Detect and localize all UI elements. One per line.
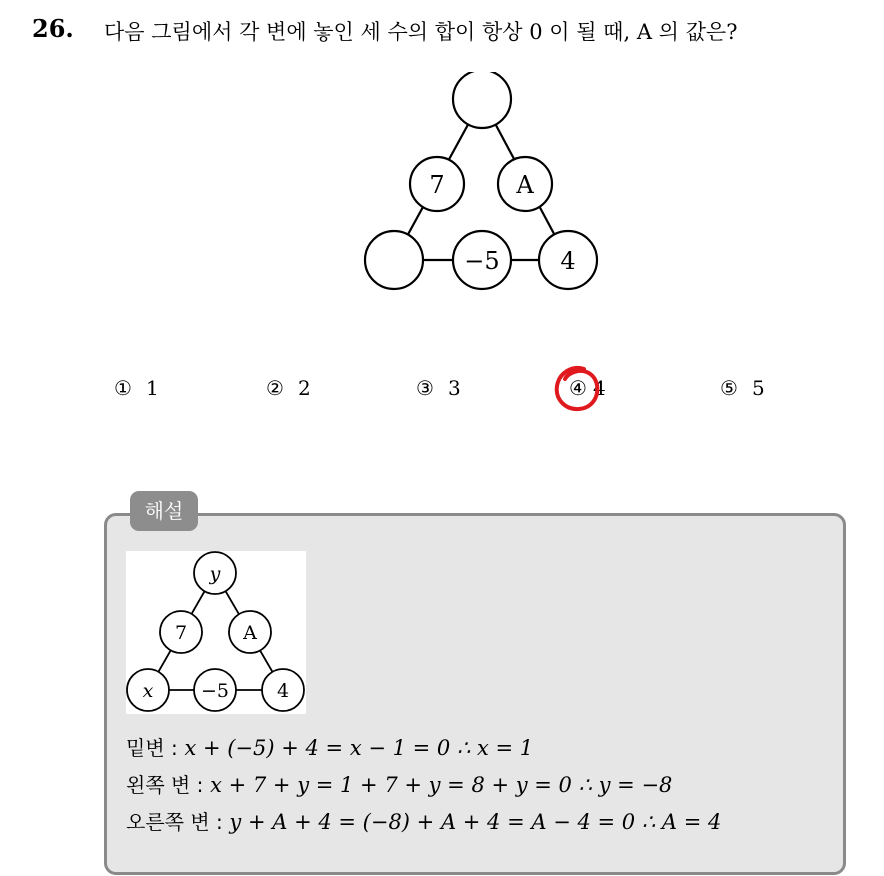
- answer-choices: [0, 376, 884, 410]
- svg-text:A: A: [243, 622, 257, 644]
- choice-3[interactable]: [412, 376, 461, 400]
- solution-line-right: [126, 806, 721, 835]
- sol-node-bottom-left: [127, 669, 169, 711]
- choice-4-mark: ④: [569, 376, 587, 400]
- sol-node-bottom-mid: [194, 669, 236, 711]
- question-number: 26.: [32, 14, 74, 43]
- choice-2[interactable]: [262, 376, 311, 400]
- solution-line-label: 왼쪽 변 :: [126, 773, 204, 797]
- choice-1[interactable]: [110, 376, 159, 400]
- question-text: 다음 그림에서 각 변에 놓인 세 수의 합이 항상 0 이 될 때, A 의 값은?: [104, 20, 738, 44]
- svg-text:4: 4: [560, 247, 576, 275]
- choice-5-mark: ⑤: [720, 376, 738, 400]
- solution-line-equation: x + 7 + y = 1 + 7 + y = 8 + y = 0 ∴ y = −8: [210, 773, 673, 797]
- node-bottom-right: [539, 231, 597, 289]
- node-bottom-mid: [453, 231, 511, 289]
- svg-text:x: x: [142, 680, 154, 702]
- solution-line-equation: y + A + 4 = (−8) + A + 4 = A − 4 = 0 ∴ A = 4: [229, 810, 722, 834]
- sol-node-bottom-right: [262, 669, 304, 711]
- node-top: [453, 72, 511, 128]
- svg-text:−5: −5: [200, 680, 230, 702]
- solution-line-label: 밑변 :: [126, 736, 178, 760]
- svg-text:7: 7: [174, 622, 188, 644]
- choice-5-value: 5: [752, 376, 765, 400]
- sol-node-mid-left: [160, 611, 202, 653]
- svg-text:−5: −5: [464, 247, 500, 275]
- sol-node-top: [194, 552, 236, 594]
- node-bottom-left: [365, 231, 423, 289]
- node-mid-right: [498, 157, 552, 211]
- solution-tag: 해설: [130, 491, 198, 531]
- selected-answer-circle-icon: [550, 362, 606, 418]
- solution-line-label: 오른쪽 변 :: [126, 810, 223, 834]
- choice-1-value: 1: [146, 376, 159, 400]
- svg-text:A: A: [516, 171, 534, 199]
- sol-node-mid-right: [229, 611, 271, 653]
- svg-text:7: 7: [429, 171, 445, 199]
- svg-text:4: 4: [276, 680, 290, 702]
- choice-1-mark: ①: [114, 376, 132, 400]
- choice-4-value: 4: [593, 376, 606, 400]
- solution-line-left: [126, 769, 672, 798]
- choice-2-value: 2: [298, 376, 311, 400]
- solution-line-equation: x + (−5) + 4 = x − 1 = 0 ∴ x = 1: [184, 736, 534, 760]
- choice-2-mark: ②: [266, 376, 284, 400]
- triangle-figure: [355, 72, 615, 302]
- solution-line-bottom: [126, 732, 533, 761]
- choice-3-value: 3: [448, 376, 461, 400]
- choice-3-mark: ③: [416, 376, 434, 400]
- node-mid-left: [410, 157, 464, 211]
- solution-figure: [126, 551, 306, 714]
- choice-5[interactable]: [716, 376, 765, 400]
- svg-text:y: y: [209, 563, 221, 585]
